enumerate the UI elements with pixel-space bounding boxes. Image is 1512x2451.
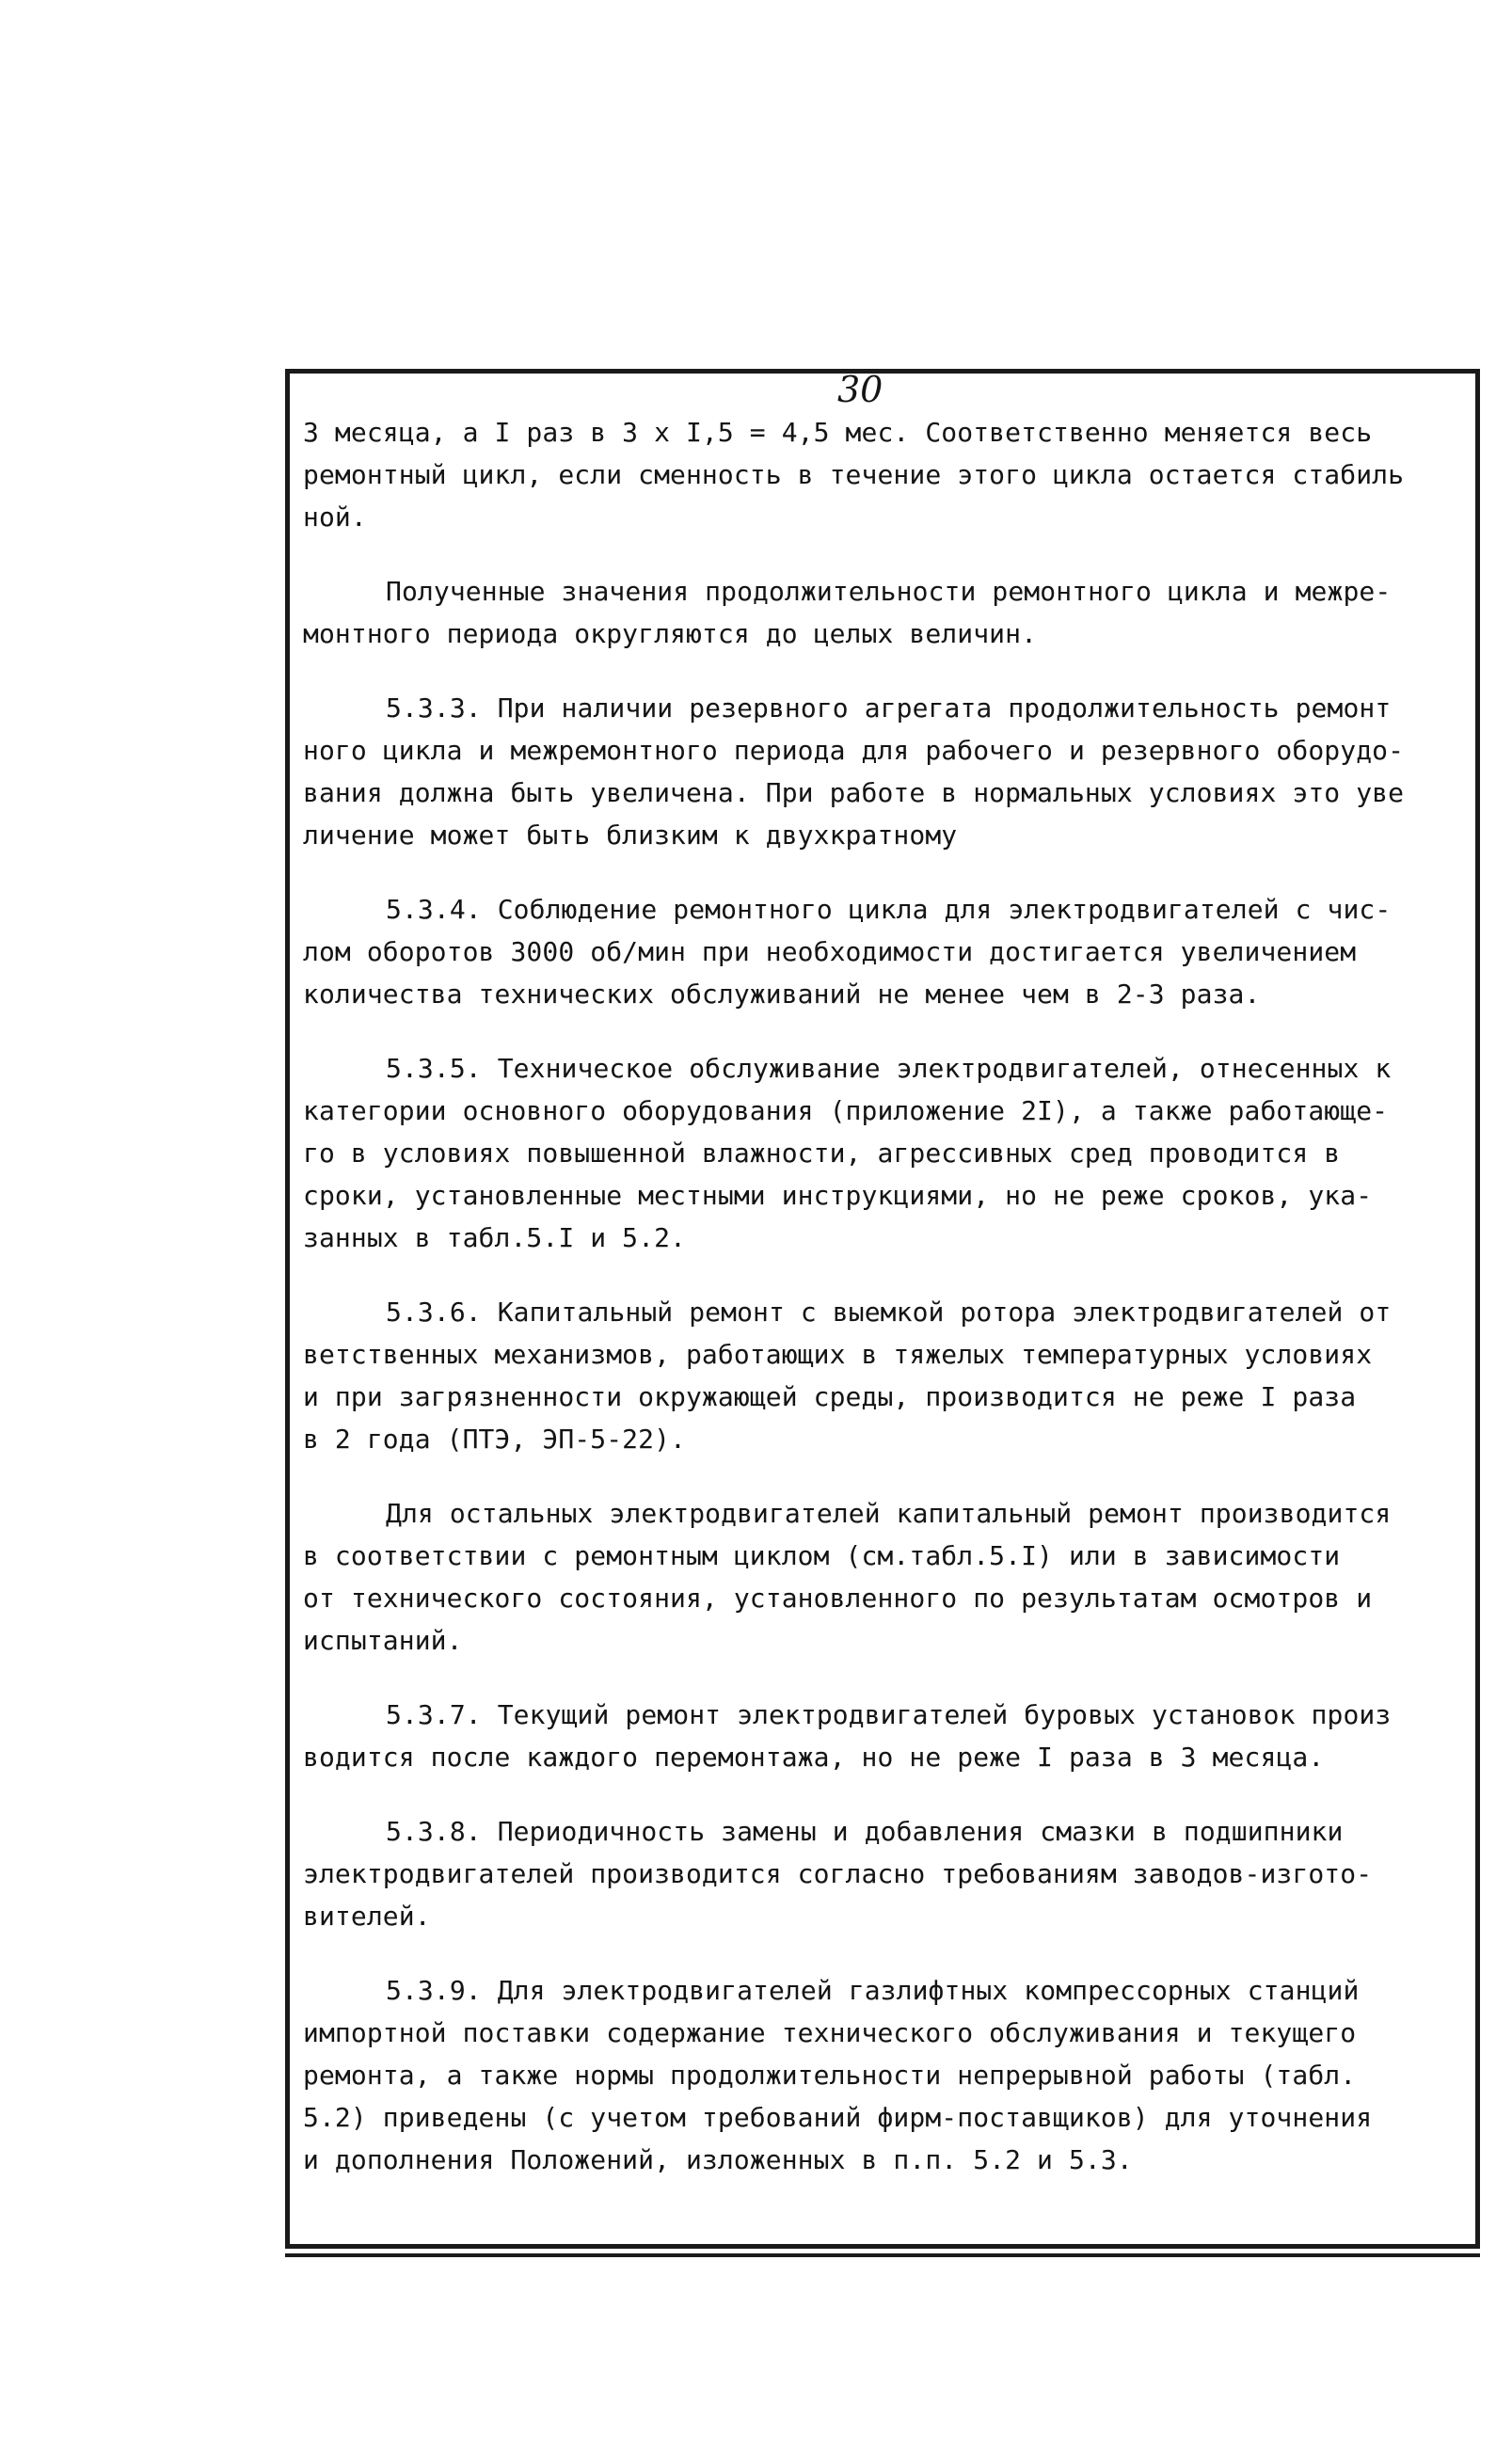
- text-line: сроки, установленные местными инструкциями, но не реже сроков, ука-: [303, 1180, 1373, 1211]
- text-line: ветственных механизмов, работающих в тяжелых температурных условиях: [303, 1339, 1373, 1370]
- text-line: ной.: [303, 501, 367, 533]
- text-line: и при загрязненности окружающей среды, производится не реже I раза: [303, 1381, 1357, 1412]
- text-line: 5.2) приведены (с учетом требований фирм-поставщиков) для уточнения: [303, 2102, 1373, 2133]
- text-line: го в условиях повышенной влажности, агрессивных сред проводится в: [303, 1138, 1341, 1169]
- text-line: импортной поставки содержание технического обслуживания и текущего: [303, 2017, 1357, 2048]
- text-line: количества технических обслуживаний не менее чем в 2-3 раза.: [303, 979, 1261, 1010]
- text-line: 5.3.5. Техническое обслуживание электродвигателей, отнесенных к: [386, 1053, 1392, 1084]
- text-line: вания должна быть увеличена. При работе в нормальных условиях это уве: [303, 777, 1405, 808]
- paragraph: [303, 687, 1462, 856]
- paragraph-gap: [303, 1778, 1462, 1810]
- text-line: вителей.: [303, 1901, 431, 1932]
- text-line: занных в табл.5.I и 5.2.: [303, 1222, 686, 1253]
- text-line: Полученные значения продолжительности ремонтного цикла и межре-: [386, 576, 1392, 607]
- paragraph: [303, 1492, 1462, 1662]
- text-line: категории основного оборудования (приложение 2I), а также работающе-: [303, 1095, 1389, 1126]
- text-line: лом оборотов 3000 об/мин при необходимости достигается увеличением: [303, 936, 1357, 967]
- text-line: 5.3.7. Текущий ремонт электродвигателей буровых установок произ: [386, 1699, 1392, 1730]
- paragraph-gap: [303, 538, 1462, 570]
- paragraph: [303, 1694, 1462, 1778]
- text-line: в соответствии с ремонтным циклом (см.табл.5.I) или в зависимости: [303, 1540, 1341, 1571]
- paragraph-gap: [303, 1015, 1462, 1047]
- paragraph-gap: [303, 655, 1462, 687]
- page-number: 30: [837, 369, 883, 410]
- text-line: ного цикла и межремонтного периода для рабочего и резервного оборудо-: [303, 735, 1405, 766]
- text-line: 5.3.6. Капитальный ремонт с выемкой ротора электродвигателей от: [386, 1297, 1392, 1328]
- text-line: личение может быть близким к двухкратному: [303, 820, 958, 851]
- text-line: 5.3.9. Для электродвигателей газлифтных компрессорных станций: [386, 1975, 1360, 2006]
- text-line: ремонтный цикл, если сменность в течение этого цикла остается стабиль: [303, 459, 1405, 490]
- paragraph-gap: [303, 1460, 1462, 1492]
- paragraph: [303, 888, 1462, 1015]
- text-line: водится после каждого перемонтажа, но не реже I раза в 3 месяца.: [303, 1742, 1325, 1773]
- text-line: электродвигателей производится согласно требованиям заводов-изгото-: [303, 1858, 1373, 1889]
- paragraph-gap: [303, 1259, 1462, 1291]
- text-line: испытаний.: [303, 1625, 463, 1656]
- paragraph: [303, 411, 1462, 538]
- paragraph-gap: [303, 1662, 1462, 1694]
- document-body: [303, 411, 1462, 2181]
- paragraph-gap: [303, 1937, 1462, 1969]
- text-line: ремонта, а также нормы продолжительности непрерывной работы (табл.: [303, 2060, 1357, 2091]
- text-line: Для остальных электродвигателей капитальный ремонт производится: [386, 1498, 1392, 1529]
- paragraph: [303, 1047, 1462, 1259]
- text-line: 5.3.8. Периодичность замены и добавления смазки в подшипники: [386, 1816, 1344, 1847]
- text-line: монтного периода округляются до целых величин.: [303, 618, 1038, 649]
- paragraph-gap: [303, 856, 1462, 888]
- paragraph: [303, 1810, 1462, 1937]
- paragraph: [303, 1291, 1462, 1460]
- text-line: 5.3.4. Соблюдение ремонтного цикла для электродвигателей с чис-: [386, 894, 1392, 925]
- text-line: в 2 года (ПТЭ, ЭП-5-22).: [303, 1424, 686, 1455]
- text-line: и дополнения Положений, изложенных в п.п. 5.2 и 5.3.: [303, 2144, 1133, 2175]
- paragraph: [303, 1969, 1462, 2181]
- paragraph: [303, 570, 1462, 655]
- text-line: 3 месяца, а I раз в 3 х I,5 = 4,5 мес. Соответственно меняется весь: [303, 417, 1373, 448]
- text-line: от технического состояния, установленного по результатам осмотров и: [303, 1583, 1373, 1614]
- text-line: 5.3.3. При наличии резервного агрегата продолжительность ремонт: [386, 692, 1392, 724]
